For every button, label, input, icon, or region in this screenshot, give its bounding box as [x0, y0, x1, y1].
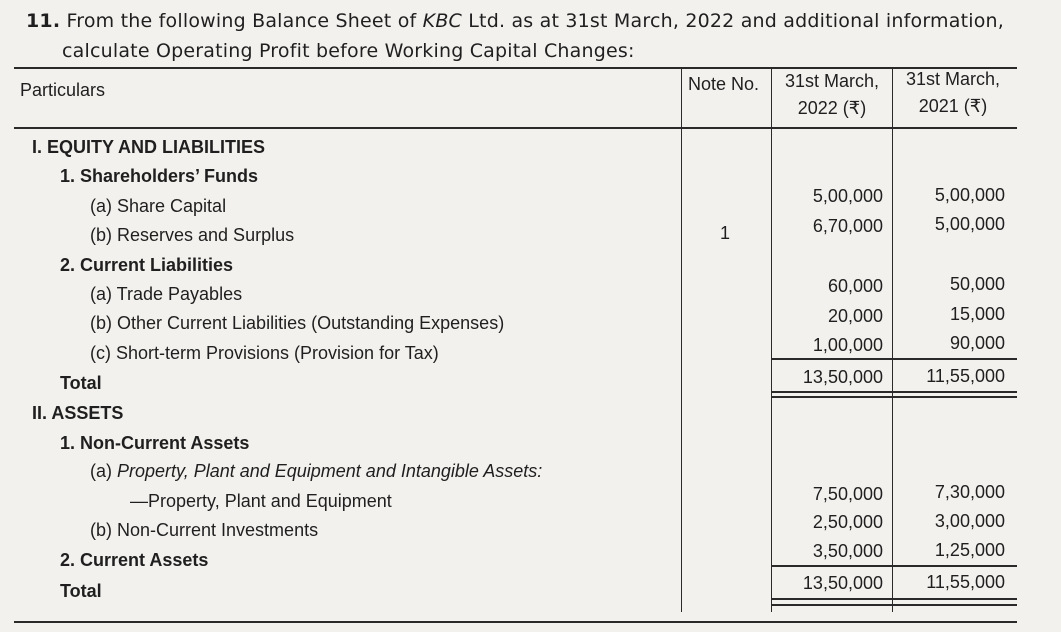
total2-2022: 13,50,000 [802, 573, 883, 593]
total1-label: Total [60, 373, 102, 393]
other-current-liabilities-label: (b) Other Current Liabilities (Outstanding Expenses) [90, 313, 505, 333]
shareholders-funds-heading: 1. Shareholders’ Funds [60, 166, 259, 186]
header-note-no: Note No. [688, 74, 760, 94]
total1-double-rule-b [772, 396, 1017, 398]
reserves-note: 1 [720, 223, 731, 243]
non-current-assets-heading: 1. Non-Current Assets [60, 433, 250, 453]
note-col-left-border [681, 67, 682, 612]
header-particulars: Particulars [20, 80, 106, 100]
header-2022-line2: 2022 (₹) [797, 98, 867, 118]
ppe-heading-marker: (a) [90, 461, 117, 481]
share-capital-2021: 5,00,000 [934, 185, 1005, 205]
non-current-investments-2022: 2,50,000 [812, 512, 883, 532]
table-bottom-border [14, 621, 1017, 623]
ppe-2021: 7,30,000 [934, 482, 1005, 502]
reserves-2022: 6,70,000 [812, 216, 883, 236]
header-2021-line1: 31st March, [905, 69, 1001, 89]
trade-payables-2022: 60,000 [827, 276, 883, 296]
ppe-label: —Property, Plant and Equipment [130, 491, 392, 511]
section-assets: II. ASSETS [32, 403, 124, 423]
total1-2021: 11,55,000 [926, 366, 1005, 386]
other-current-liabilities-2021: 15,000 [949, 304, 1005, 324]
ppe-heading-text: Property, Plant and Equipment and Intangible Assets: [117, 461, 543, 481]
non-current-investments-label: (b) Non-Current Investments [90, 520, 319, 540]
share-capital-label: (a) Share Capital [90, 196, 227, 216]
col2021-left-border [892, 67, 893, 612]
total2-double-rule-b [772, 604, 1017, 606]
total2-2021: 11,55,000 [926, 572, 1005, 592]
short-term-provisions-label: (c) Short-term Provisions (Provision for Tax) [90, 343, 439, 363]
total2-top-rule [772, 565, 1017, 567]
total2-label: Total [60, 581, 102, 601]
question-text-b: Ltd. as at 31st March, 2022 and additional information, [462, 10, 1004, 32]
total2-double-rule-a [772, 598, 1017, 600]
short-term-provisions-2022: 1,00,000 [812, 335, 883, 355]
trade-payables-2021: 50,000 [949, 274, 1005, 294]
current-assets-2021: 1,25,000 [934, 540, 1005, 560]
total1-double-rule-a [772, 391, 1017, 393]
trade-payables-label: (a) Trade Payables [90, 284, 243, 304]
current-assets-2022: 3,50,000 [812, 541, 883, 561]
section-equity-liabilities: I. EQUITY AND LIABILITIES [32, 137, 266, 157]
question-number: 11. [26, 10, 61, 32]
header-bottom-border [14, 127, 1017, 129]
short-term-provisions-2021: 90,000 [949, 333, 1005, 353]
reserves-label: (b) Reserves and Surplus [90, 225, 295, 245]
other-current-liabilities-2022: 20,000 [827, 306, 883, 326]
question-line-1 [26, 10, 1004, 32]
share-capital-2022: 5,00,000 [812, 186, 883, 206]
question-text-a: From the following Balance Sheet of [66, 10, 423, 32]
table-top-border [14, 67, 1017, 69]
total1-2022: 13,50,000 [802, 367, 883, 387]
ppe-heading [90, 461, 542, 482]
header-2021-line2: 2021 (₹) [918, 96, 988, 116]
current-assets-label: 2. Current Assets [60, 550, 209, 570]
total1-top-rule [772, 358, 1017, 360]
non-current-investments-2021: 3,00,000 [934, 511, 1005, 531]
question-line-2: calculate Operating Profit before Working Capital Changes: [62, 40, 635, 62]
current-liabilities-heading: 2. Current Liabilities [60, 255, 234, 275]
reserves-2021: 5,00,000 [934, 214, 1005, 234]
company-name: KBC [422, 10, 463, 32]
header-2022-line1: 31st March, [784, 71, 880, 91]
ppe-2022: 7,50,000 [812, 484, 883, 504]
